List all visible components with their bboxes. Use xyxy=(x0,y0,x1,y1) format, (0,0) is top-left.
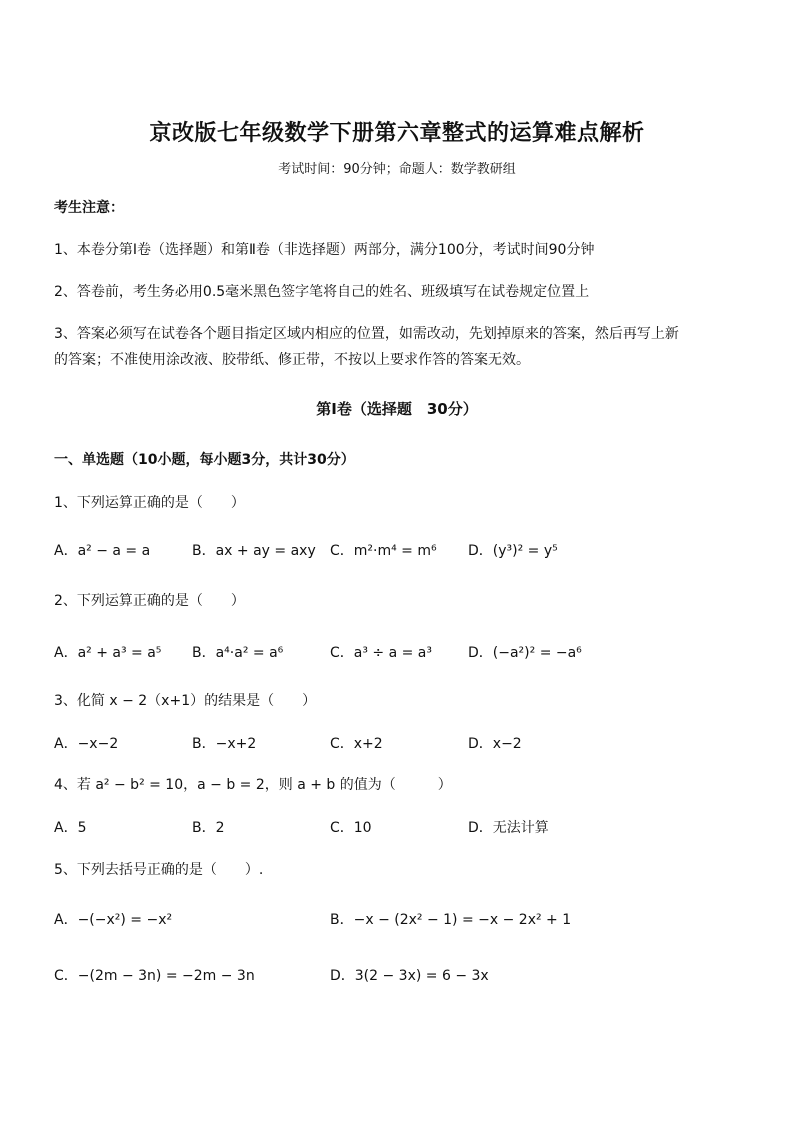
question-2-stem: 2、下列运算正确的是（ ） xyxy=(54,593,245,609)
question-4-stem: 4、若 a² − b² = 10，a − b = 2，则 a + b 的值为（ ） xyxy=(54,777,452,793)
notice-heading: 考生注意： xyxy=(54,200,124,216)
q5-option-b[interactable]: B．−x − (2x² − 1) = −x − 2x² + 1 xyxy=(330,912,572,928)
q3-option-c[interactable]: C．x+2 xyxy=(330,736,383,752)
q2-option-a[interactable]: A．a² + a³ = a⁵ xyxy=(54,645,162,661)
q5-option-c[interactable]: C．−(2m − 3n) = −2m − 3n xyxy=(54,968,255,984)
page-title: 京改版七年级数学下册第六章整式的运算难点解析 xyxy=(149,120,645,146)
q1-option-c[interactable]: C．m²·m⁴ = m⁶ xyxy=(330,543,437,559)
q2-option-b[interactable]: B．a⁴·a² = a⁶ xyxy=(192,645,284,661)
notice-item-2: 2、答卷前，考生务必用0.5毫米黑色签字笔将自己的姓名、班级填写在试卷规定位置上 xyxy=(54,284,590,300)
q4-option-a[interactable]: A．5 xyxy=(54,820,87,836)
q5-option-a[interactable]: A．−(−x²) = −x² xyxy=(54,912,173,928)
q2-option-d[interactable]: D．(−a²)² = −a⁶ xyxy=(468,645,582,661)
part1-title: 第Ⅰ卷（选择题 30分） xyxy=(316,400,478,418)
q1-option-a[interactable]: A．a² − a = a xyxy=(54,543,151,559)
q3-option-d[interactable]: D．x−2 xyxy=(468,736,522,752)
q3-option-a[interactable]: A．−x−2 xyxy=(54,736,119,752)
q4-option-c[interactable]: C．10 xyxy=(330,820,372,836)
question-1-stem: 1、下列运算正确的是（ ） xyxy=(54,495,245,511)
section-heading: 一、单选题（10小题，每小题3分，共计30分） xyxy=(54,452,355,468)
q5-option-d[interactable]: D．3(2 − 3x) = 6 − 3x xyxy=(330,968,489,984)
q1-option-b[interactable]: B．ax + ay = axy xyxy=(192,543,316,559)
q4-option-d[interactable]: D．无法计算 xyxy=(468,820,549,836)
q4-option-b[interactable]: B．2 xyxy=(192,820,225,836)
q2-option-c[interactable]: C．a³ ÷ a = a³ xyxy=(330,645,432,661)
question-5-stem: 5、下列去括号正确的是（ ）. xyxy=(54,862,264,878)
question-3-stem: 3、化简 x − 2（x+1）的结果是（ ） xyxy=(54,693,317,709)
notice-item-1: 1、本卷分第Ⅰ卷（选择题）和第Ⅱ卷（非选择题）两部分，满分100分，考试时间90分钟 xyxy=(54,242,595,258)
q3-option-b[interactable]: B．−x+2 xyxy=(192,736,257,752)
exam-info: 考试时间：90分钟；命题人：数学教研组 xyxy=(278,162,516,177)
q1-option-d[interactable]: D．(y³)² = y⁵ xyxy=(468,543,558,559)
notice-item-3-cont: 的答案；不准使用涂改液、胶带纸、修正带，不按以上要求作答的答案无效。 xyxy=(54,352,530,368)
notice-item-3: 3、答案必须写在试卷各个题目指定区域内相应的位置，如需改动，先划掉原来的答案，然后再写上新 xyxy=(54,326,679,342)
